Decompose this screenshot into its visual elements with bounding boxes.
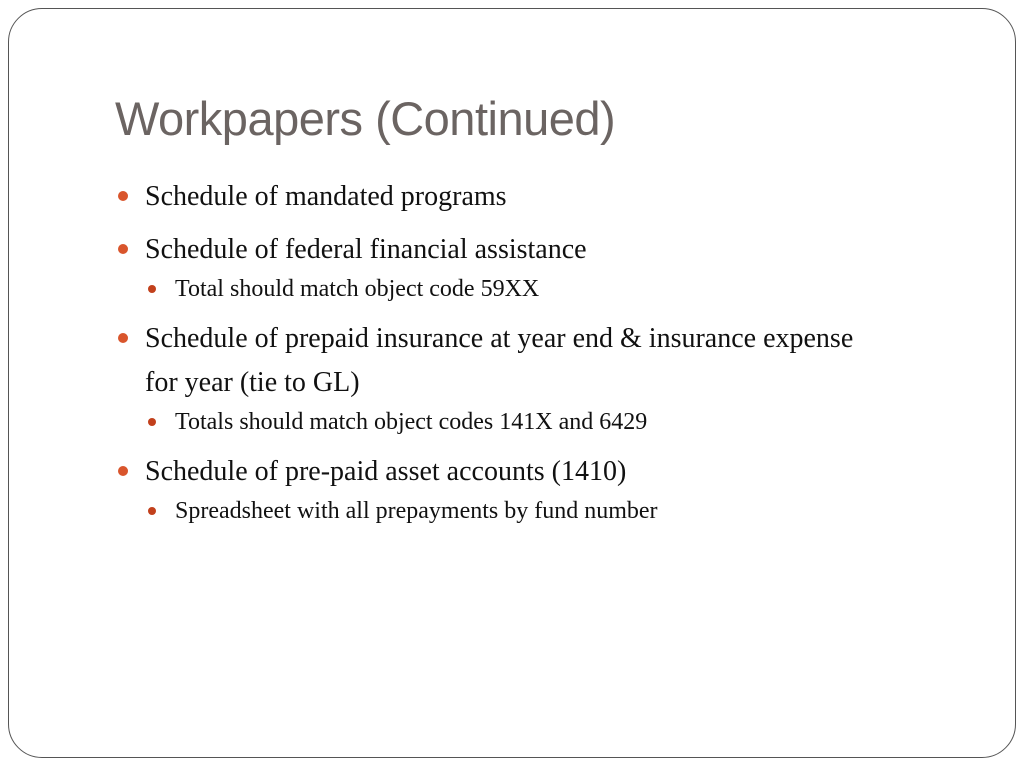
bullet-dot-icon [118, 244, 128, 254]
bullet-dot-icon [148, 285, 156, 293]
slide-title: Workpapers (Continued) [115, 92, 616, 145]
bullet-dot-icon [118, 191, 128, 201]
bullet-text: Schedule of prepaid insurance at year end & insurance expense for year (tie to GL) [145, 323, 854, 398]
bullet-dot-icon [148, 507, 156, 515]
slide [8, 8, 1016, 758]
bullet-list [115, 175, 885, 539]
bullet-text: Schedule of pre-paid asset accounts (1410) [145, 456, 627, 487]
sub-list-item [145, 495, 885, 527]
list-item [115, 175, 885, 219]
sub-bullet-text: Spreadsheet with all prepayments by fund number [175, 498, 658, 524]
list-item [115, 317, 885, 405]
bullet-dot-icon [118, 333, 128, 343]
list-item [115, 228, 885, 272]
sub-list-item [145, 406, 885, 438]
bullet-dot-icon [148, 418, 156, 426]
sub-list-item [145, 273, 885, 305]
sub-bullet-text: Total should match object code 59XX [175, 276, 540, 302]
bullet-dot-icon [118, 466, 128, 476]
sub-bullet-text: Totals should match object codes 141X and 6429 [175, 409, 648, 435]
list-item [115, 450, 885, 494]
bullet-text: Schedule of federal financial assistance [145, 234, 587, 265]
bullet-text: Schedule of mandated programs [145, 181, 507, 212]
